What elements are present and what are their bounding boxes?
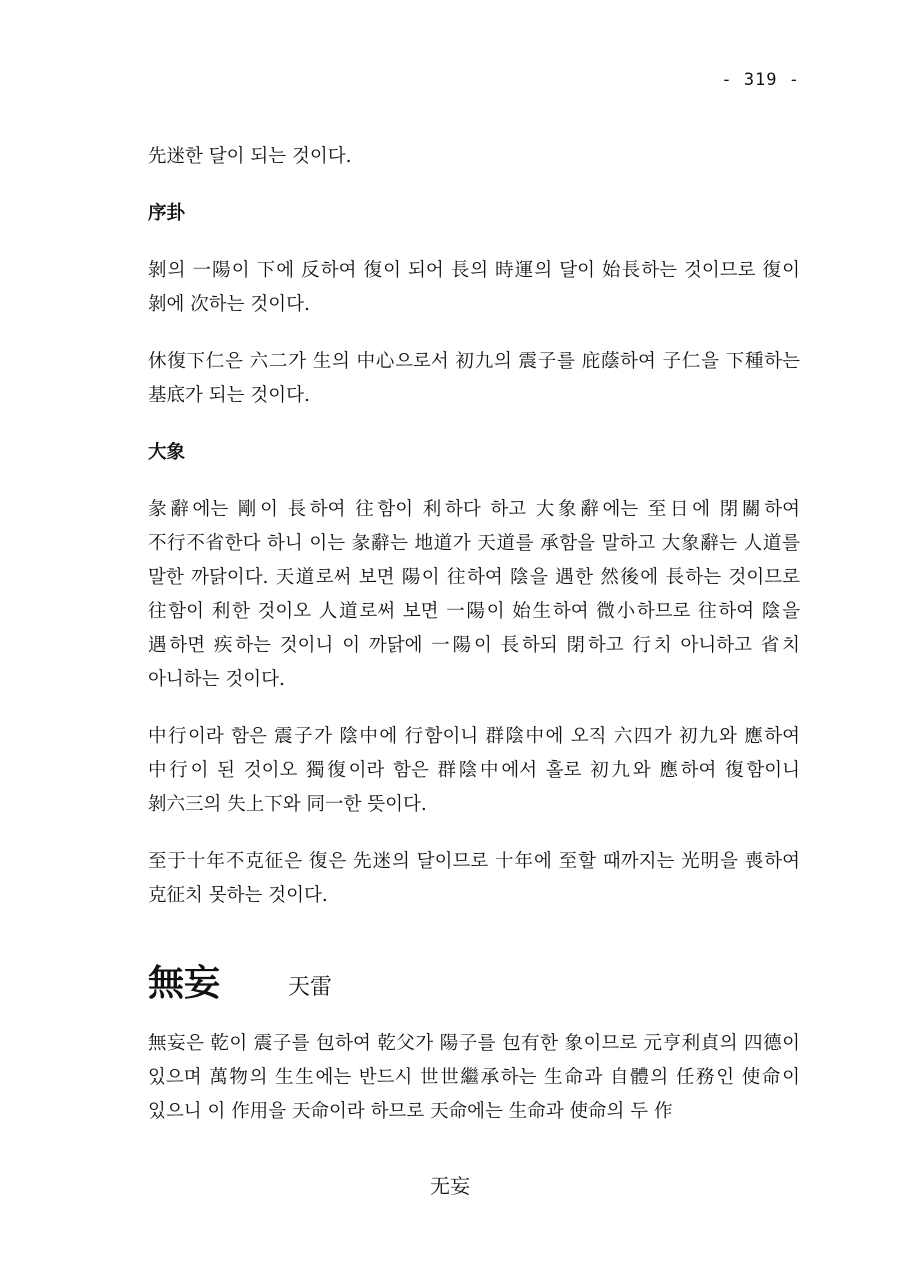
hexagram-trigrams: 天雷 [288,975,333,1000]
hexagram-title [148,953,800,1005]
paragraph-daxiang-3: 至于十年不克征은 復은 先迷의 달이므로 十年에 至할 때까지는 光明을 喪하여 克征치 못하는 것이다. [148,851,800,906]
paragraph-continuation: 先迷한 달이 되는 것이다. [148,146,352,167]
paragraph-wuwang-intro: 無妄은 乾이 震子를 包하여 乾父가 陽子를 包有한 象이므로 元亨利貞의 四德이 있으며 萬物의 生生에는 반드시 世世繼承하는 生命과 自體의 任務인 使命이 있으니 이 作用을 天命이라 하므로 天命에는 生命과 使命의 두 作 [148,1033,800,1122]
heading-xugua: 序卦 [148,203,186,224]
hexagram-name: 無妄 [148,962,221,1004]
paragraph-daxiang-1: 彖辭에는 剛이 長하여 往함이 利하다 하고 大象辭에는 至日에 閉關하여 不行不省한다 하니 이는 彖辭는 地道가 天道를 承함을 말하고 大象辭는 人道를 말한 까닭이다. 天道로써 보면 陽이 往하여 陰을 遇한 然後에 長하는 것이므로 往함이 利한 것이오 人道로써 보면 一陽이 始生하여 微小하므로 往하여 陰을 遇하면 疾하는 것이니 이 까닭에 一陽이 長하되 閉하고 行치 아니하고 省치 아니하는 것이다. [148,499,800,690]
heading-daxiang: 大象 [148,442,186,463]
page-number: - 319 - [721,70,800,90]
page-footer: 无妄 [430,1174,470,1198]
paragraph-xugua-1: 剝의 一陽이 下에 反하여 復이 되어 長의 時運의 달이 始長하는 것이므로 復이 剝에 次하는 것이다. [148,260,800,315]
page-body [148,140,800,1152]
paragraph-daxiang-2: 中行이라 함은 震子가 陰中에 行함이니 群陰中에 오직 六四가 初九와 應하여 中行이 된 것이오 獨復이라 함은 群陰中에서 홀로 初九와 應하여 復함이니 剝六三의 失上下와 同一한 뜻이다. [148,726,800,815]
paragraph-xugua-2: 休復下仁은 六二가 生의 中心으로서 初九의 震子를 庇蔭하여 子仁을 下種하는 基底가 되는 것이다. [148,351,800,406]
